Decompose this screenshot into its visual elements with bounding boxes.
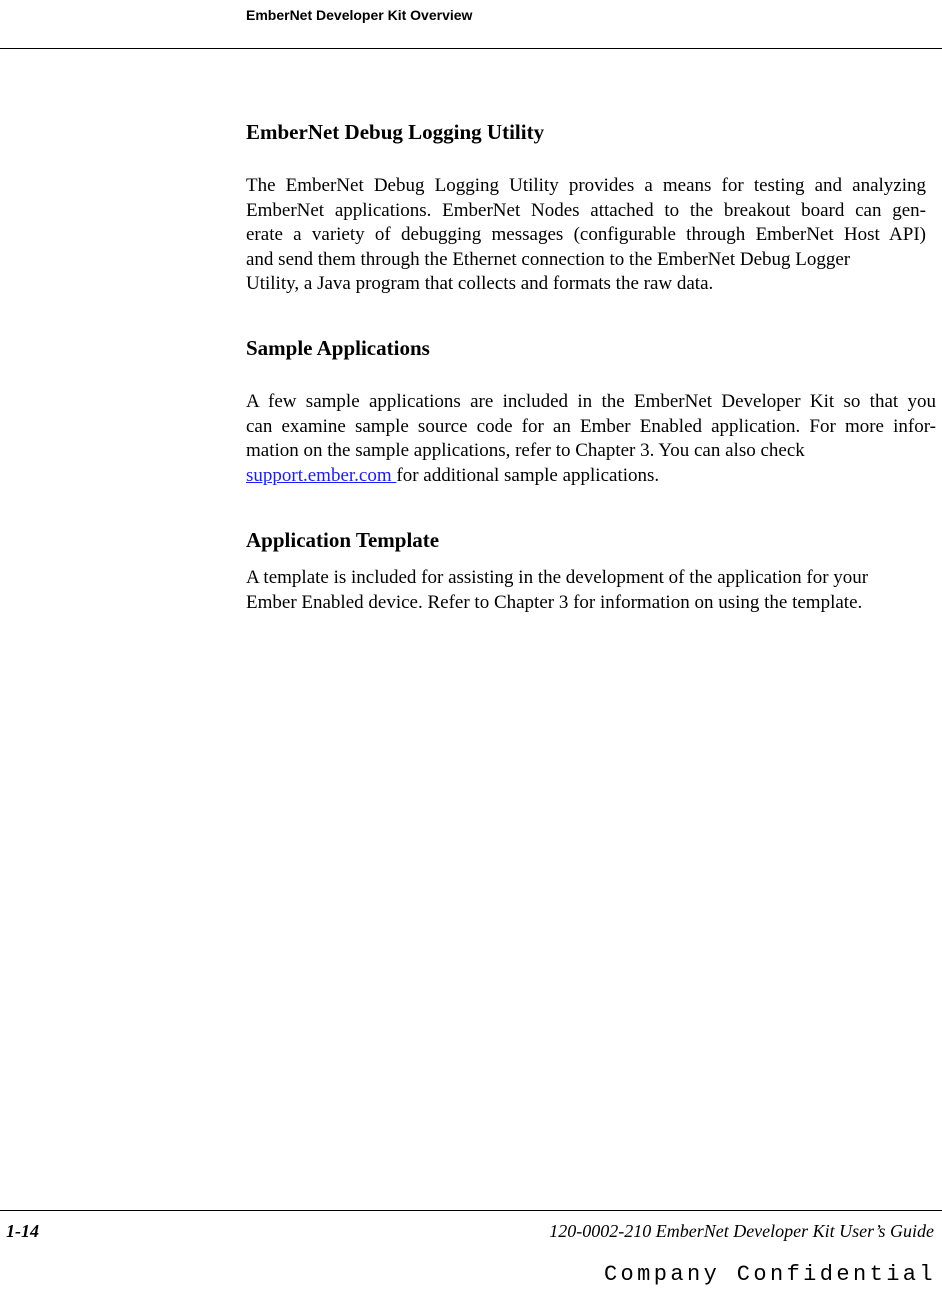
text-after-link: for additional sample applications. (396, 464, 660, 486)
text-line: Ember Enabled device. Refer to Chapter 3 for information on using the template. (246, 591, 863, 613)
header-divider (0, 48, 942, 49)
text-line: Utility, a Java program that collects and formats the raw data. (246, 273, 714, 294)
text-line: A template is included for assisting in the development of the application for your (246, 567, 869, 588)
text-line: The EmberNet Debug Logging Utility provides a means for testing and analyzing (246, 175, 926, 196)
running-header-title: EmberNet Developer Kit Overview (246, 7, 473, 23)
page-number: 1-14 (6, 1221, 39, 1241)
support-link[interactable]: support.ember.com (246, 464, 397, 486)
confidential-notice: Company Confidential (603, 1262, 936, 1287)
text-line: A few sample applications are included in the EmberNet Developer Kit so that you (246, 391, 936, 412)
section-heading-sample-applications: Sample Applications (246, 336, 430, 360)
section-heading-debug-logging: EmberNet Debug Logging Utility (246, 120, 545, 144)
text-line: EmberNet applications. EmberNet Nodes attached to the breakout board can gen- (246, 199, 926, 221)
text-line: erate a variety of debugging messages (configurable through EmberNet Host API) (246, 224, 926, 245)
paragraph-sample-applications (246, 390, 936, 488)
paragraph-application-template (246, 566, 936, 615)
text-line: mation on the sample applications, refer to Chapter 3. You can also check (246, 440, 805, 461)
section-heading-application-template: Application Template (246, 528, 440, 552)
footer-guide-title: 120-0002-210 EmberNet Developer Kit User’s Guide (549, 1221, 934, 1241)
footer-divider (0, 1210, 942, 1211)
text-line: and send them through the Ethernet connection to the EmberNet Debug Logger (246, 248, 851, 270)
paragraph-debug-logging (246, 174, 926, 297)
text-line-with-link (246, 464, 936, 489)
text-line: can examine sample source code for an Ember Enabled application. For more infor- (246, 415, 936, 437)
